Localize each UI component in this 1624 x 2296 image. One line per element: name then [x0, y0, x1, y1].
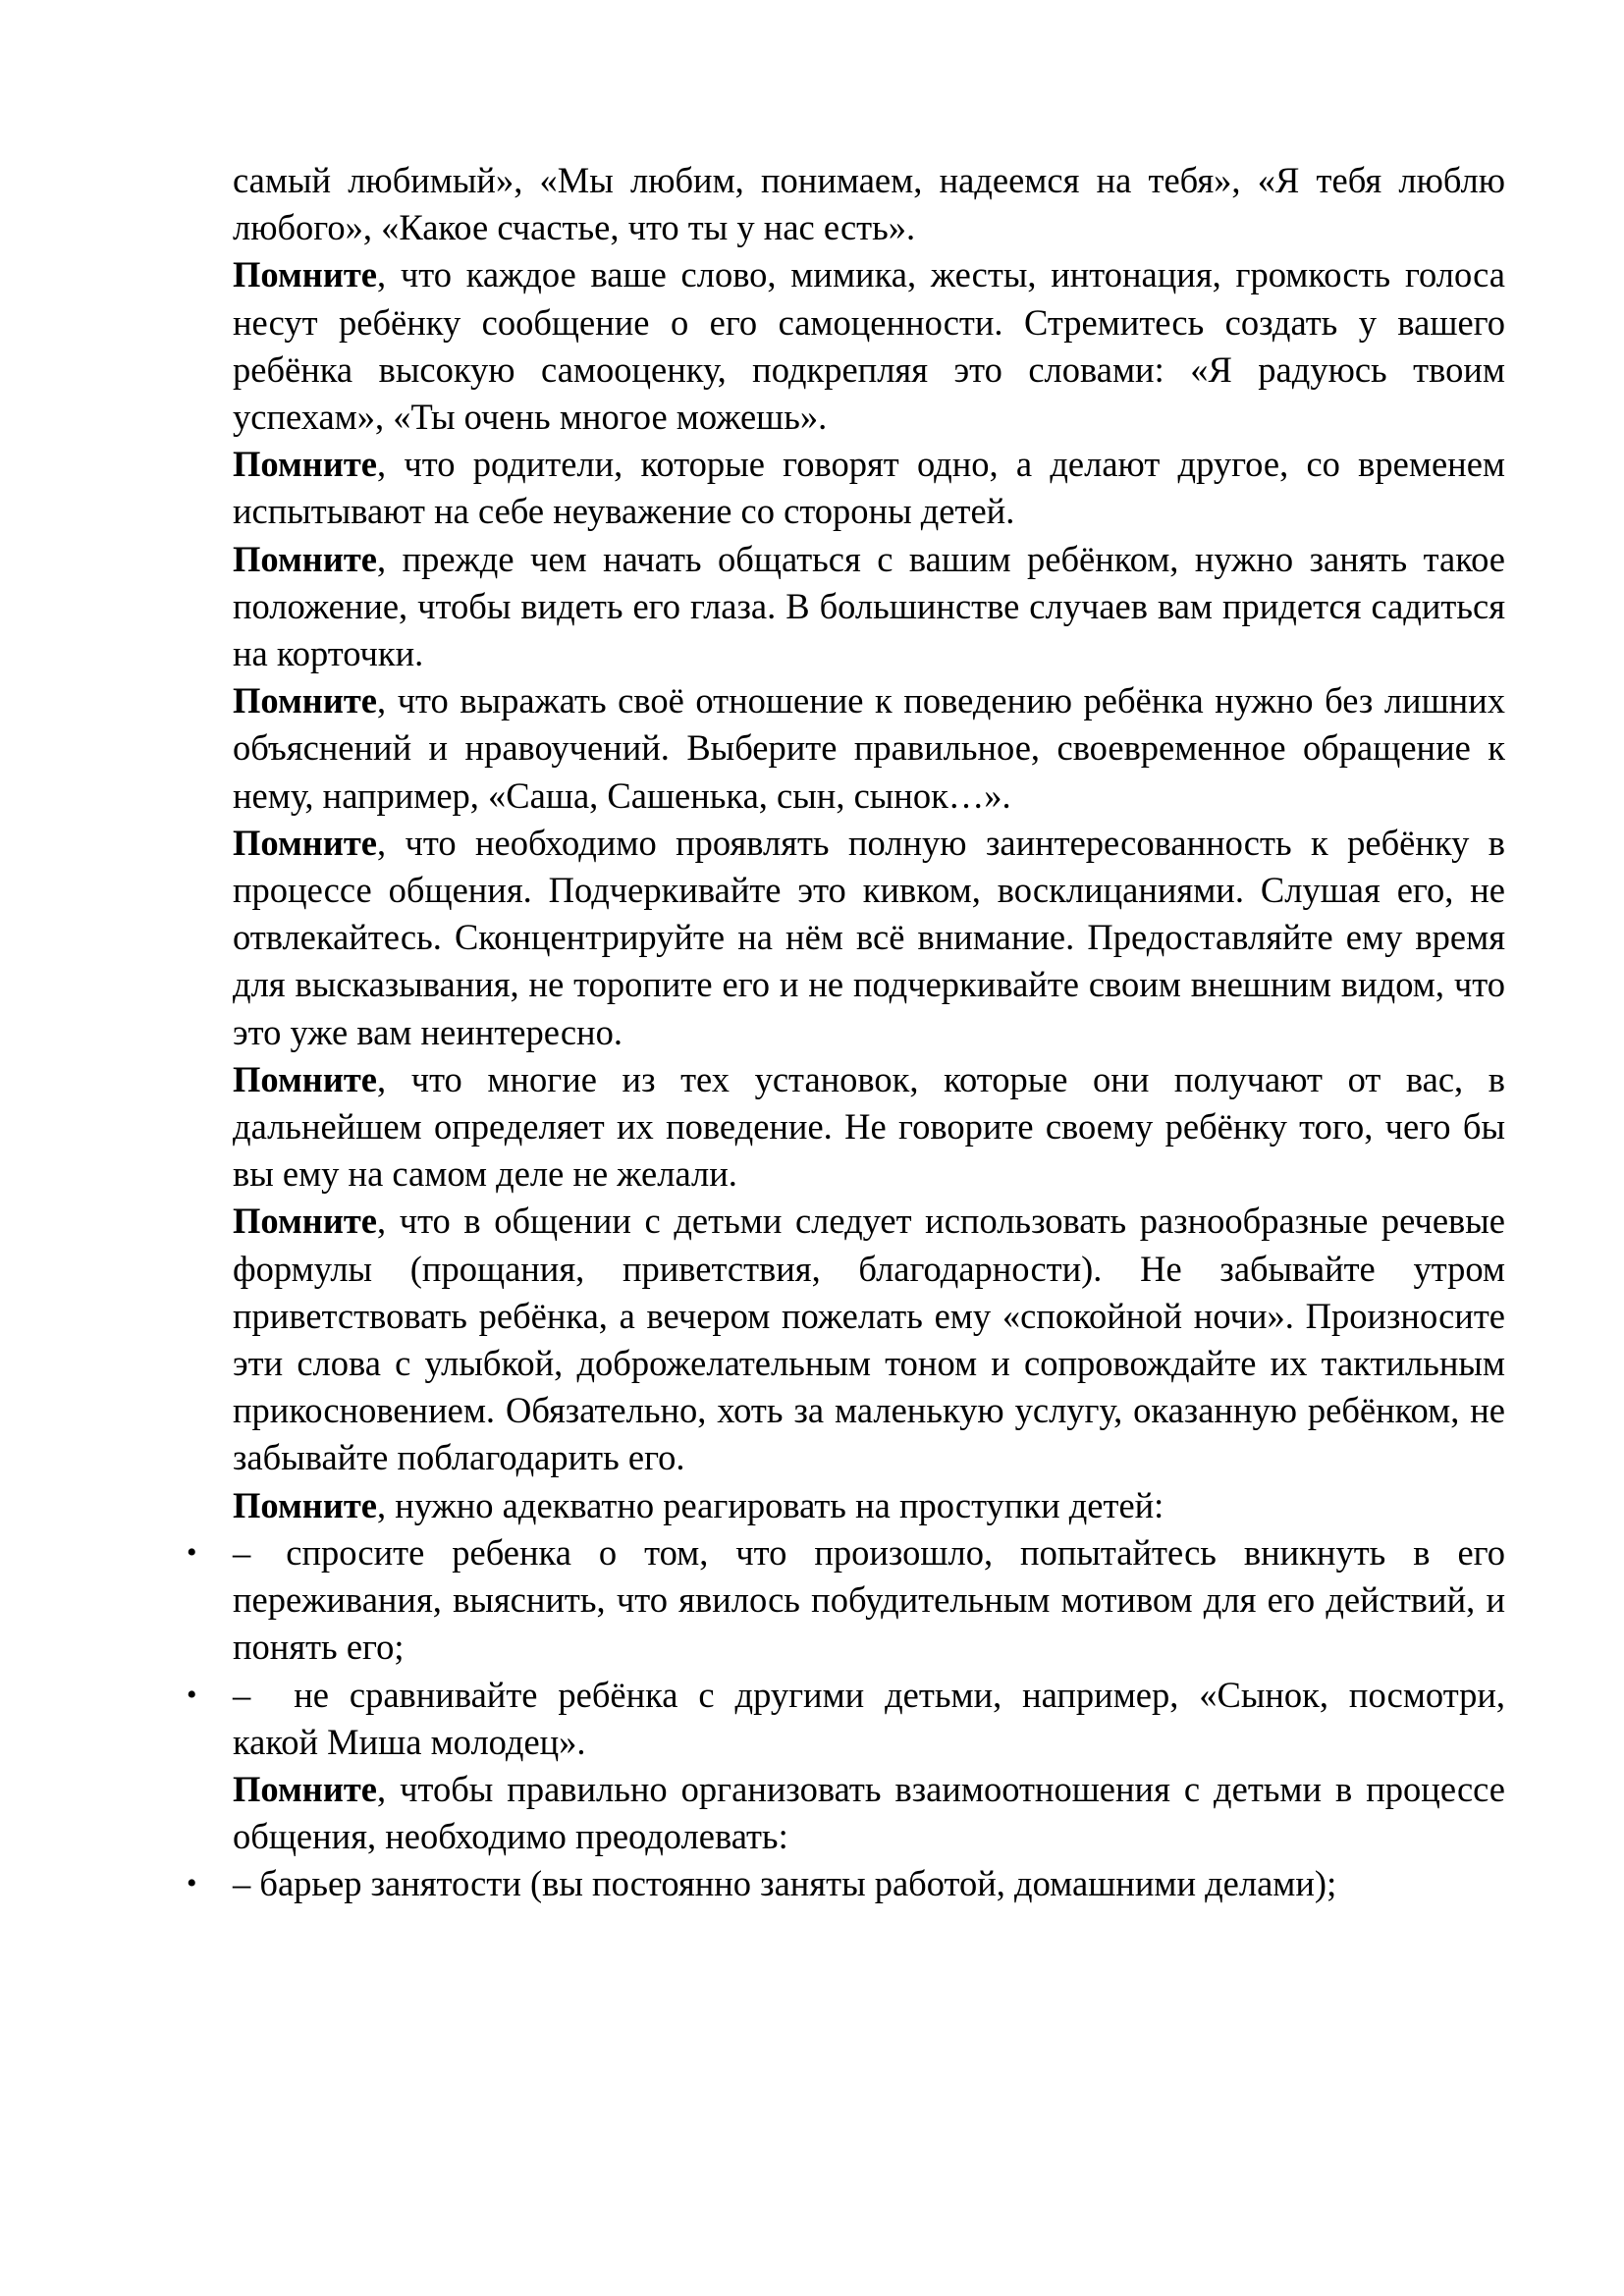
paragraph-barriers [233, 1766, 1505, 1860]
paragraph-text: , что родители, которые говорят одно, а делают другое, со временем испытывают на себе неуважение со стороны детей. [233, 444, 1505, 532]
paragraph-text: , что в общении с детьми следует использовать разнообразные речевые формулы (прощания, приветствия, благодарности). Не забывайте утром приветствовать ребёнка, а вечером пожелать ему «спокойной ночи». Произносите эти слова с улыбкой, доброжелательным тоном и сопровождайте их тактильным прикосновением. Обязательно, хоть за маленькую услугу, оказанную ребёнком, не забывайте поблагодарить его. [233, 1201, 1505, 1478]
intro-text: самый любимый», «Мы любим, понимаем, надеемся на тебя», «Я тебя люблю любого», «Какое счастье, что ты у нас есть». [233, 160, 1505, 248]
paragraph-lead: Помните [233, 254, 377, 295]
intro-paragraph [233, 157, 1505, 251]
paragraph-attitudes [233, 1056, 1505, 1199]
document-page [187, 157, 1505, 1908]
paragraph-lead: Помните [233, 1058, 377, 1099]
bullet-icon: • [187, 1867, 197, 1900]
list-item-text: не сравнивайте ребёнка с другими детьми, например, «Сынок, посмотри, какой Миша молодец». [233, 1674, 1505, 1762]
list-dash: – [233, 1674, 251, 1715]
paragraph-lead: Помните [233, 1201, 377, 1242]
paragraph-express-attitude [233, 677, 1505, 820]
paragraph-misbehavior [233, 1482, 1505, 1529]
paragraph-text: , что многие из тех установок, которые они получают от вас, в дальнейшем определяет их поведение. Не говорите своему ребёнку того, чего бы вы ему на самом деле не желали. [233, 1058, 1505, 1195]
paragraph-lead: Помните [233, 680, 377, 721]
bullet-icon: • [187, 1678, 197, 1711]
paragraph-text: , прежде чем начать общаться с вашим ребёнком, нужно занять такое положение, чтобы видеть его глаза. В большинстве случаев вам придется садиться на корточки. [233, 538, 1505, 674]
paragraph-lead: Помните [233, 538, 377, 579]
paragraph-text: , что необходимо проявлять полную заинтересованность к ребёнку в процессе общения. Подчеркивайте это кивком, восклицаниями. Слушая его, не отвлекайтесь. Сконцентрируйте на нём всё внимание. Предоставляйте ему время для высказывания, не торопите его и не подчеркивайте своим внешним видом, что это уже вам неинтересно. [233, 822, 1505, 1052]
paragraph-text: , нужно адекватно реагировать на проступки детей: [377, 1484, 1164, 1525]
paragraph-lead: Помните [233, 822, 377, 863]
paragraph-text: , что выражать своё отношение к поведению ребёнка нужно без лишних объяснений и нравоучений. Выберите правильное, своевременное обращение к нему, например, «Саша, Сашенька, сын, сынок…». [233, 680, 1505, 816]
paragraph-parents-consistency [233, 441, 1505, 535]
paragraph-eye-level [233, 536, 1505, 678]
bullet-icon: • [187, 1535, 197, 1569]
paragraph-text: , чтобы правильно организовать взаимоотношения с детьми в процессе общения, необходимо преодолевать: [233, 1768, 1505, 1857]
paragraph-text: , что каждое ваше слово, мимика, жесты, интонация, громкость голоса несут ребёнку сообщение о его самоценности. Стремитесь создать у вашего ребёнка высокую самооценку, подкрепляя это словами: «Я радуюсь твоим успехам», «Ты очень многое можешь». [233, 254, 1505, 438]
list-dash: – [233, 1531, 251, 1573]
list-item-text: спросите ребенка о том, что произошло, попытайтесь вникнуть в его переживания, выяснить, что явилось побудительным мотивом для его действий, и понять его; [233, 1531, 1505, 1668]
paragraph-lead: Помните [233, 444, 377, 485]
paragraph-speech-formulas [233, 1198, 1505, 1481]
list-item-text: – барьер занятости (вы постоянно заняты работой, домашними делами); [233, 1863, 1337, 1904]
paragraph-lead: Помните [233, 1768, 377, 1809]
paragraph-lead: Помните [233, 1484, 377, 1525]
paragraph-interest [233, 820, 1505, 1056]
list-item [187, 1529, 1505, 1672]
list-item [187, 1860, 1505, 1907]
list-item [187, 1672, 1505, 1766]
paragraph-self-worth [233, 251, 1505, 441]
